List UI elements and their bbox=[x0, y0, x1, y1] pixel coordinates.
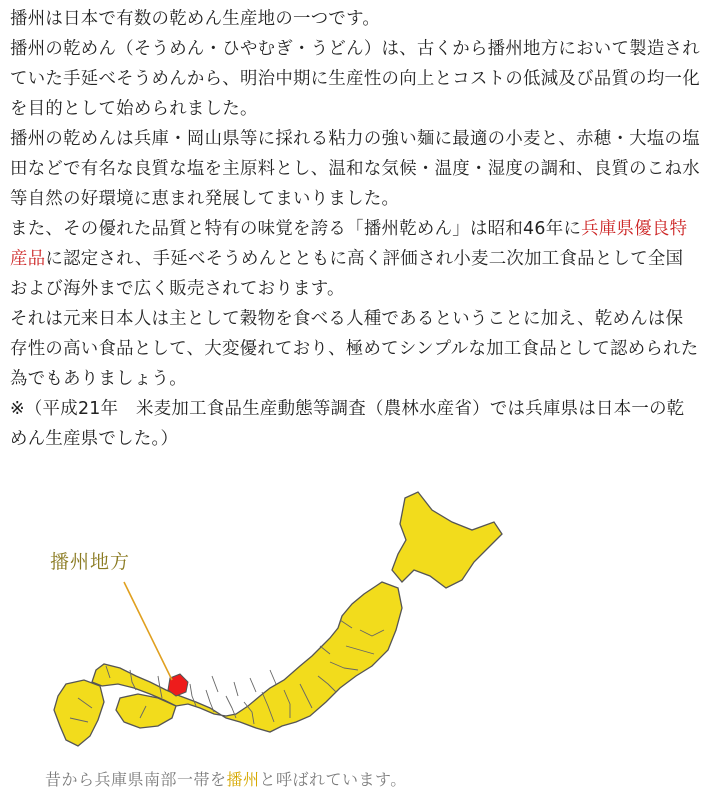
certification-text-before: また、その優れた品質と特有の味覚を誇る「播州乾めん」は昭和46年に bbox=[10, 219, 582, 239]
article-body bbox=[10, 4, 700, 454]
caption-text-before: 昔から兵庫県南部一帯を bbox=[45, 770, 227, 789]
paragraph-certification bbox=[10, 214, 700, 304]
paragraph-ingredients: 播州の乾めんは兵庫・岡山県等に採れる粘力の強い麺に最適の小麦と、赤穂・大塩の塩田などで有名な良質な塩を主原料とし、温和な気候・温度・湿度の調和、良質のこね水等自然の好環境に恵まれ発展してまいりました。 bbox=[10, 129, 700, 209]
certification-highlight: 兵庫県優良特産品 bbox=[10, 219, 688, 269]
paragraph-history: 播州の乾めん（そうめん・ひやむぎ・うどん）は、古くから播州地方において製造されていた手延べそうめんから、明治中期に生産性の向上とコストの低減及び品質の均一化を目的として始められました。 bbox=[10, 39, 700, 119]
leader-line bbox=[124, 582, 172, 680]
map-figure bbox=[0, 470, 708, 800]
japan-map bbox=[0, 470, 708, 800]
caption-text-after: と呼ばれています。 bbox=[259, 770, 407, 789]
kyushu-shape bbox=[54, 680, 104, 746]
map-caption bbox=[45, 767, 407, 790]
caption-keyword: 播州 bbox=[226, 770, 260, 789]
paragraph-reason: それは元来日本人は主として穀物を食べる人種であるということに加え、乾めんは保存性の高い食品として、大変優れており、極めてシンプルな加工食品として認められた為でもありましょう。 bbox=[10, 309, 699, 389]
harima-map-label: 播州地方 bbox=[50, 551, 131, 573]
paragraph-note: ※（平成21年 米麦加工食品生産動態等調査（農林水産省）では兵庫県は日本一の乾めん生産県でした。） bbox=[10, 399, 685, 449]
certification-text-after: に認定され、手延べそうめんとともに高く評価され小麦二次加工食品として全国および海外まで広く販売されております。 bbox=[10, 249, 684, 299]
hokkaido-shape bbox=[392, 492, 502, 588]
paragraph-intro: 播州は日本で有数の乾めん生産地の一つです。 bbox=[10, 9, 381, 29]
